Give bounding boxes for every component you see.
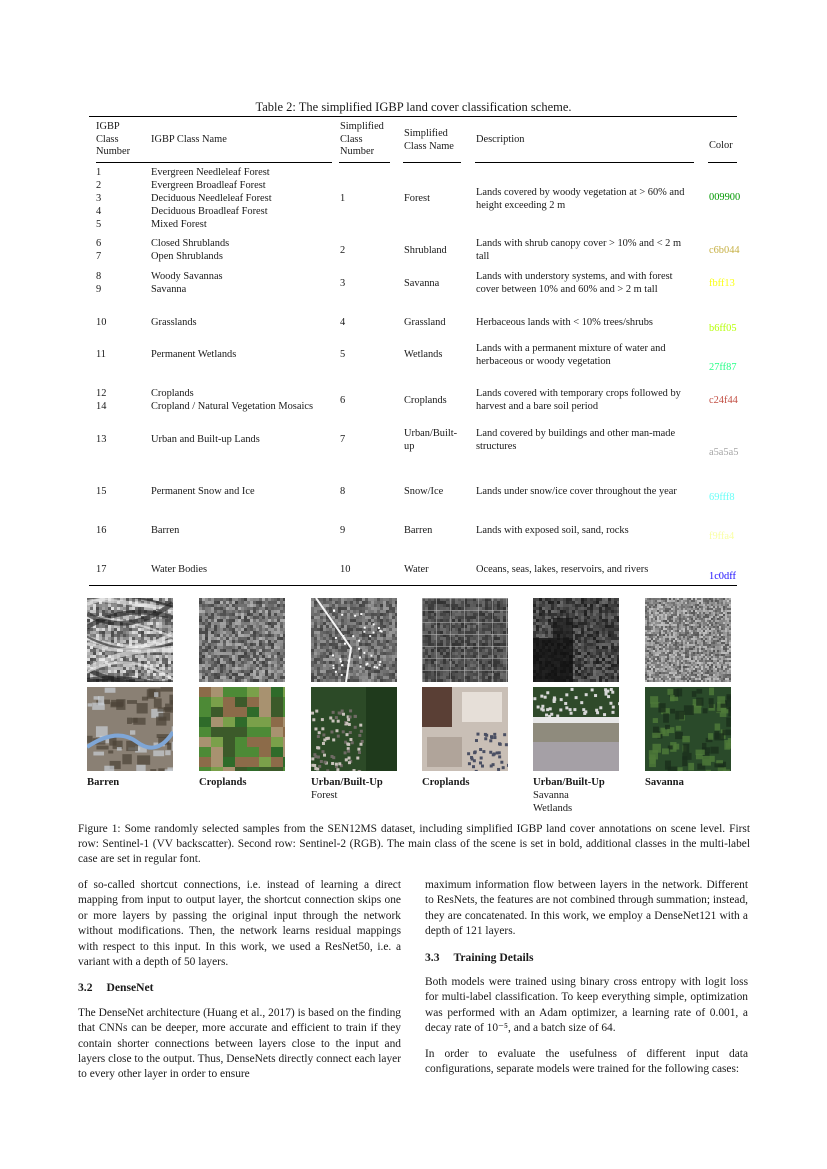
simplified-class-name: Shrubland	[404, 244, 447, 256]
paragraph: The DenseNet architecture (Huang et al., 2017) is based on the finding that CNNs can be deeper, more accurate and efficient to train if they contain shorter connections between layers close to the input and layers close to the output. Thus, DenseNets directly connect each layer to every other layer in order to ensure	[78, 1006, 401, 1081]
simplified-class-number: 9	[340, 525, 346, 536]
sentinel2-image	[533, 687, 619, 771]
igbp-class-number: 10	[96, 317, 107, 328]
main-class-label: Barren	[87, 777, 120, 788]
section-number: 3.3	[425, 950, 440, 964]
header-simplified-name-line: Simplified	[404, 128, 448, 139]
header-simplified-number-line: Number	[340, 146, 375, 157]
section-heading	[425, 950, 748, 965]
main-class-label: Urban/Built-Up	[311, 777, 383, 788]
igbp-class-number: 15	[96, 486, 107, 497]
class-color-code: b6ff05	[709, 323, 737, 334]
simplified-class-number: 8	[340, 486, 346, 497]
igbp-class-name: Grasslands	[151, 317, 197, 328]
simplified-class-number: 4	[340, 317, 346, 328]
sentinel1-image	[422, 598, 508, 682]
class-description: Oceans, seas, lakes, reservoirs, and rivers	[476, 564, 649, 575]
header-igbp-name: IGBP Class Name	[151, 134, 227, 145]
igbp-class-name: Water Bodies	[151, 564, 208, 575]
section-title: Training Details	[453, 950, 534, 964]
header-igbp-number	[96, 121, 130, 159]
main-class-label: Urban/Built-Up	[533, 777, 605, 788]
sample-label	[645, 776, 684, 789]
class-description: Lands with a permanent mixture of water and herbaceous or woody vegetation	[476, 342, 666, 367]
class-description: Lands with shrub canopy cover > 10% and < 2 m tall	[476, 238, 682, 262]
simplified-class-number: 10	[340, 564, 351, 575]
sentinel1-image	[533, 598, 619, 682]
table-top-rule	[89, 116, 737, 117]
simplified-class-number: 7	[340, 434, 346, 445]
sentinel1-image	[645, 598, 731, 682]
header-underline	[96, 162, 332, 163]
header-color: Color	[709, 140, 733, 151]
class-color-code: fbff13	[709, 278, 735, 289]
igbp-class-number: 8	[96, 271, 102, 282]
simplified-class-number: 5	[340, 349, 346, 360]
igbp-class-name: Closed Shrublands	[151, 238, 230, 249]
class-color-code: 27ff87	[709, 362, 737, 373]
header-igbp-number-line: Number	[96, 146, 131, 157]
igbp-class-number: 9	[96, 284, 102, 295]
igbp-class-name: Savanna	[151, 284, 187, 295]
igbp-class-number: 12	[96, 388, 107, 399]
class-color-code: f9ffa4	[709, 531, 735, 542]
main-class-label: Savanna	[645, 777, 684, 788]
igbp-class-name: Cropland / Natural Vegetation Mosaics	[151, 401, 313, 412]
igbp-class-name: Permanent Snow and Ice	[151, 486, 255, 497]
igbp-class-name: Deciduous Broadleaf Forest	[151, 206, 268, 217]
sentinel2-image	[422, 687, 508, 771]
igbp-class-name: Croplands	[151, 388, 194, 399]
class-color-code: 1c0dff	[709, 571, 736, 582]
header-igbp-number-line: Class	[96, 133, 119, 145]
igbp-class-number: 14	[96, 401, 107, 412]
section-title: DenseNet	[106, 981, 154, 995]
class-description: Lands covered with temporary crops followed by harvest and a bare soil period	[476, 388, 681, 412]
main-class-label: Croplands	[422, 777, 470, 788]
header-underline	[475, 162, 694, 163]
sentinel2-image	[311, 687, 397, 771]
igbp-class-number: 11	[96, 349, 107, 360]
simplified-class-name: Barren	[404, 525, 433, 536]
class-color-code: 009900	[709, 192, 741, 203]
simplified-class-number: 6	[340, 394, 346, 406]
simplified-class-number: 2	[340, 244, 346, 256]
class-color-code: c6b044	[709, 245, 740, 256]
sentinel1-image	[311, 598, 397, 682]
sample-label	[422, 776, 470, 789]
additional-class-label: Wetlands	[533, 803, 573, 814]
sample-label	[311, 776, 383, 802]
igbp-class-number: 2	[96, 180, 102, 191]
paragraph: maximum information flow between layers in the network. Different to ResNets, the features are not combined through summation; instead, they are concatenated. In this work, we employ a DenseNet121 with a depth of 121 layers.	[425, 879, 748, 938]
header-simplified-number-line: Class	[340, 133, 363, 145]
section-heading	[78, 980, 401, 995]
header-simplified-name	[404, 128, 454, 153]
igbp-class-number: 3	[96, 193, 102, 204]
simplified-class-name: Croplands	[404, 394, 447, 406]
simplified-class-number: 1	[340, 193, 346, 204]
simplified-class-name: Water	[404, 564, 429, 575]
igbp-class-name: Mixed Forest	[151, 219, 207, 230]
table-bottom-rule	[89, 585, 737, 586]
sentinel2-image	[87, 687, 173, 771]
paragraph: Both models were trained using binary cross entropy with logit loss for multi-label classification. To keep everything simple, optimization was performed with an Adam optimizer, a learning rate of 0.001, a decay rate of 10⁻⁵, and a batch size of 64.	[425, 976, 748, 1035]
class-description: Lands with understory systems, and with forest cover between 10% and 60% and > 2 m tall	[476, 271, 673, 295]
class-color-code: a5a5a5	[709, 447, 739, 458]
igbp-class-name: Woody Savannas	[151, 271, 223, 282]
sentinel2-image	[199, 687, 285, 771]
igbp-class-number: 6	[96, 238, 102, 249]
igbp-class-number: 5	[96, 219, 102, 230]
class-color-code: c24f44	[709, 395, 738, 406]
simplified-class-name: Wetlands	[404, 349, 443, 360]
simplified-class-name: Grassland	[404, 317, 446, 328]
sentinel2-image	[645, 687, 731, 771]
sentinel1-image	[199, 598, 285, 682]
sample-label	[199, 776, 247, 789]
igbp-class-number: 1	[96, 167, 102, 178]
figure-caption: Figure 1: Some randomly selected samples from the SEN12MS dataset, including simplified IGBP land cover annotations on scene level. First row: Sentinel-1 (VV backscatter). Second row: Sentinel-2 (RGB). The main class of the scene is set in bold, additional classes in the multi-label case are set in regular font.	[78, 823, 750, 865]
class-description: Lands with exposed soil, sand, rocks	[476, 525, 629, 536]
igbp-class-number: 4	[96, 206, 102, 217]
igbp-class-name: Permanent Wetlands	[151, 349, 237, 360]
simplified-class-number: 3	[340, 277, 346, 289]
additional-class-label: Forest	[311, 790, 338, 801]
right-column	[425, 878, 748, 1087]
class-description: Herbaceous lands with < 10% trees/shrubs	[476, 317, 653, 328]
igbp-class-name: Deciduous Needleleaf Forest	[151, 193, 272, 204]
header-simplified-name-line: Class Name	[404, 140, 454, 152]
class-color-code: 69fff8	[709, 492, 735, 503]
igbp-class-number: 13	[96, 434, 107, 445]
header-simplified-number	[340, 121, 384, 159]
header-underline	[339, 162, 390, 163]
additional-class-label: Savanna	[533, 790, 569, 801]
header-underline	[403, 162, 461, 163]
header-igbp-number-line: IGBP	[96, 121, 120, 132]
igbp-class-name: Evergreen Broadleaf Forest	[151, 180, 266, 191]
simplified-class-name: Forest	[404, 193, 430, 204]
igbp-class-number: 16	[96, 525, 107, 536]
simplified-class-name: Snow/Ice	[404, 486, 444, 497]
simplified-class-name: Savanna	[404, 277, 440, 289]
igbp-class-name: Open Shrublands	[151, 251, 223, 262]
class-description: Lands under snow/ice cover throughout the year	[476, 486, 677, 497]
simplified-class-name: Urban/Built-up	[404, 427, 458, 452]
header-simplified-number-line: Simplified	[340, 121, 384, 132]
paragraph: of so-called shortcut connections, i.e. instead of learning a direct mapping from input to output layer, the shortcut connection skips one or more layers by passing the original input through the network without modifications. Then, the network learns residual mappings with respect to this input. In this work, we used a ResNet50, i.e. a variant with a depth of 50 layers.	[78, 879, 401, 969]
left-column	[78, 878, 401, 1093]
igbp-class-number: 7	[96, 251, 102, 262]
section-number: 3.2	[78, 981, 93, 995]
class-description: Lands covered by woody vegetation at > 60% and height exceeding 2 m	[476, 186, 685, 211]
main-class-label: Croplands	[199, 777, 247, 788]
igbp-class-name: Evergreen Needleleaf Forest	[151, 167, 270, 178]
class-description: Land covered by buildings and other man-made structures	[476, 427, 676, 452]
sample-label	[533, 776, 605, 815]
paragraph: In order to evaluate the usefulness of different input data configurations, separate models were trained for the following cases:	[425, 1047, 748, 1076]
igbp-class-number: 17	[96, 564, 107, 575]
table-caption: Table 2: The simplified IGBP land cover classification scheme.	[255, 100, 572, 114]
sentinel1-image	[87, 598, 173, 682]
igbp-class-name: Barren	[151, 525, 180, 536]
header-underline	[708, 162, 737, 163]
header-description: Description	[476, 134, 525, 145]
igbp-class-name: Urban and Built-up Lands	[151, 434, 260, 445]
sample-label	[87, 776, 119, 789]
